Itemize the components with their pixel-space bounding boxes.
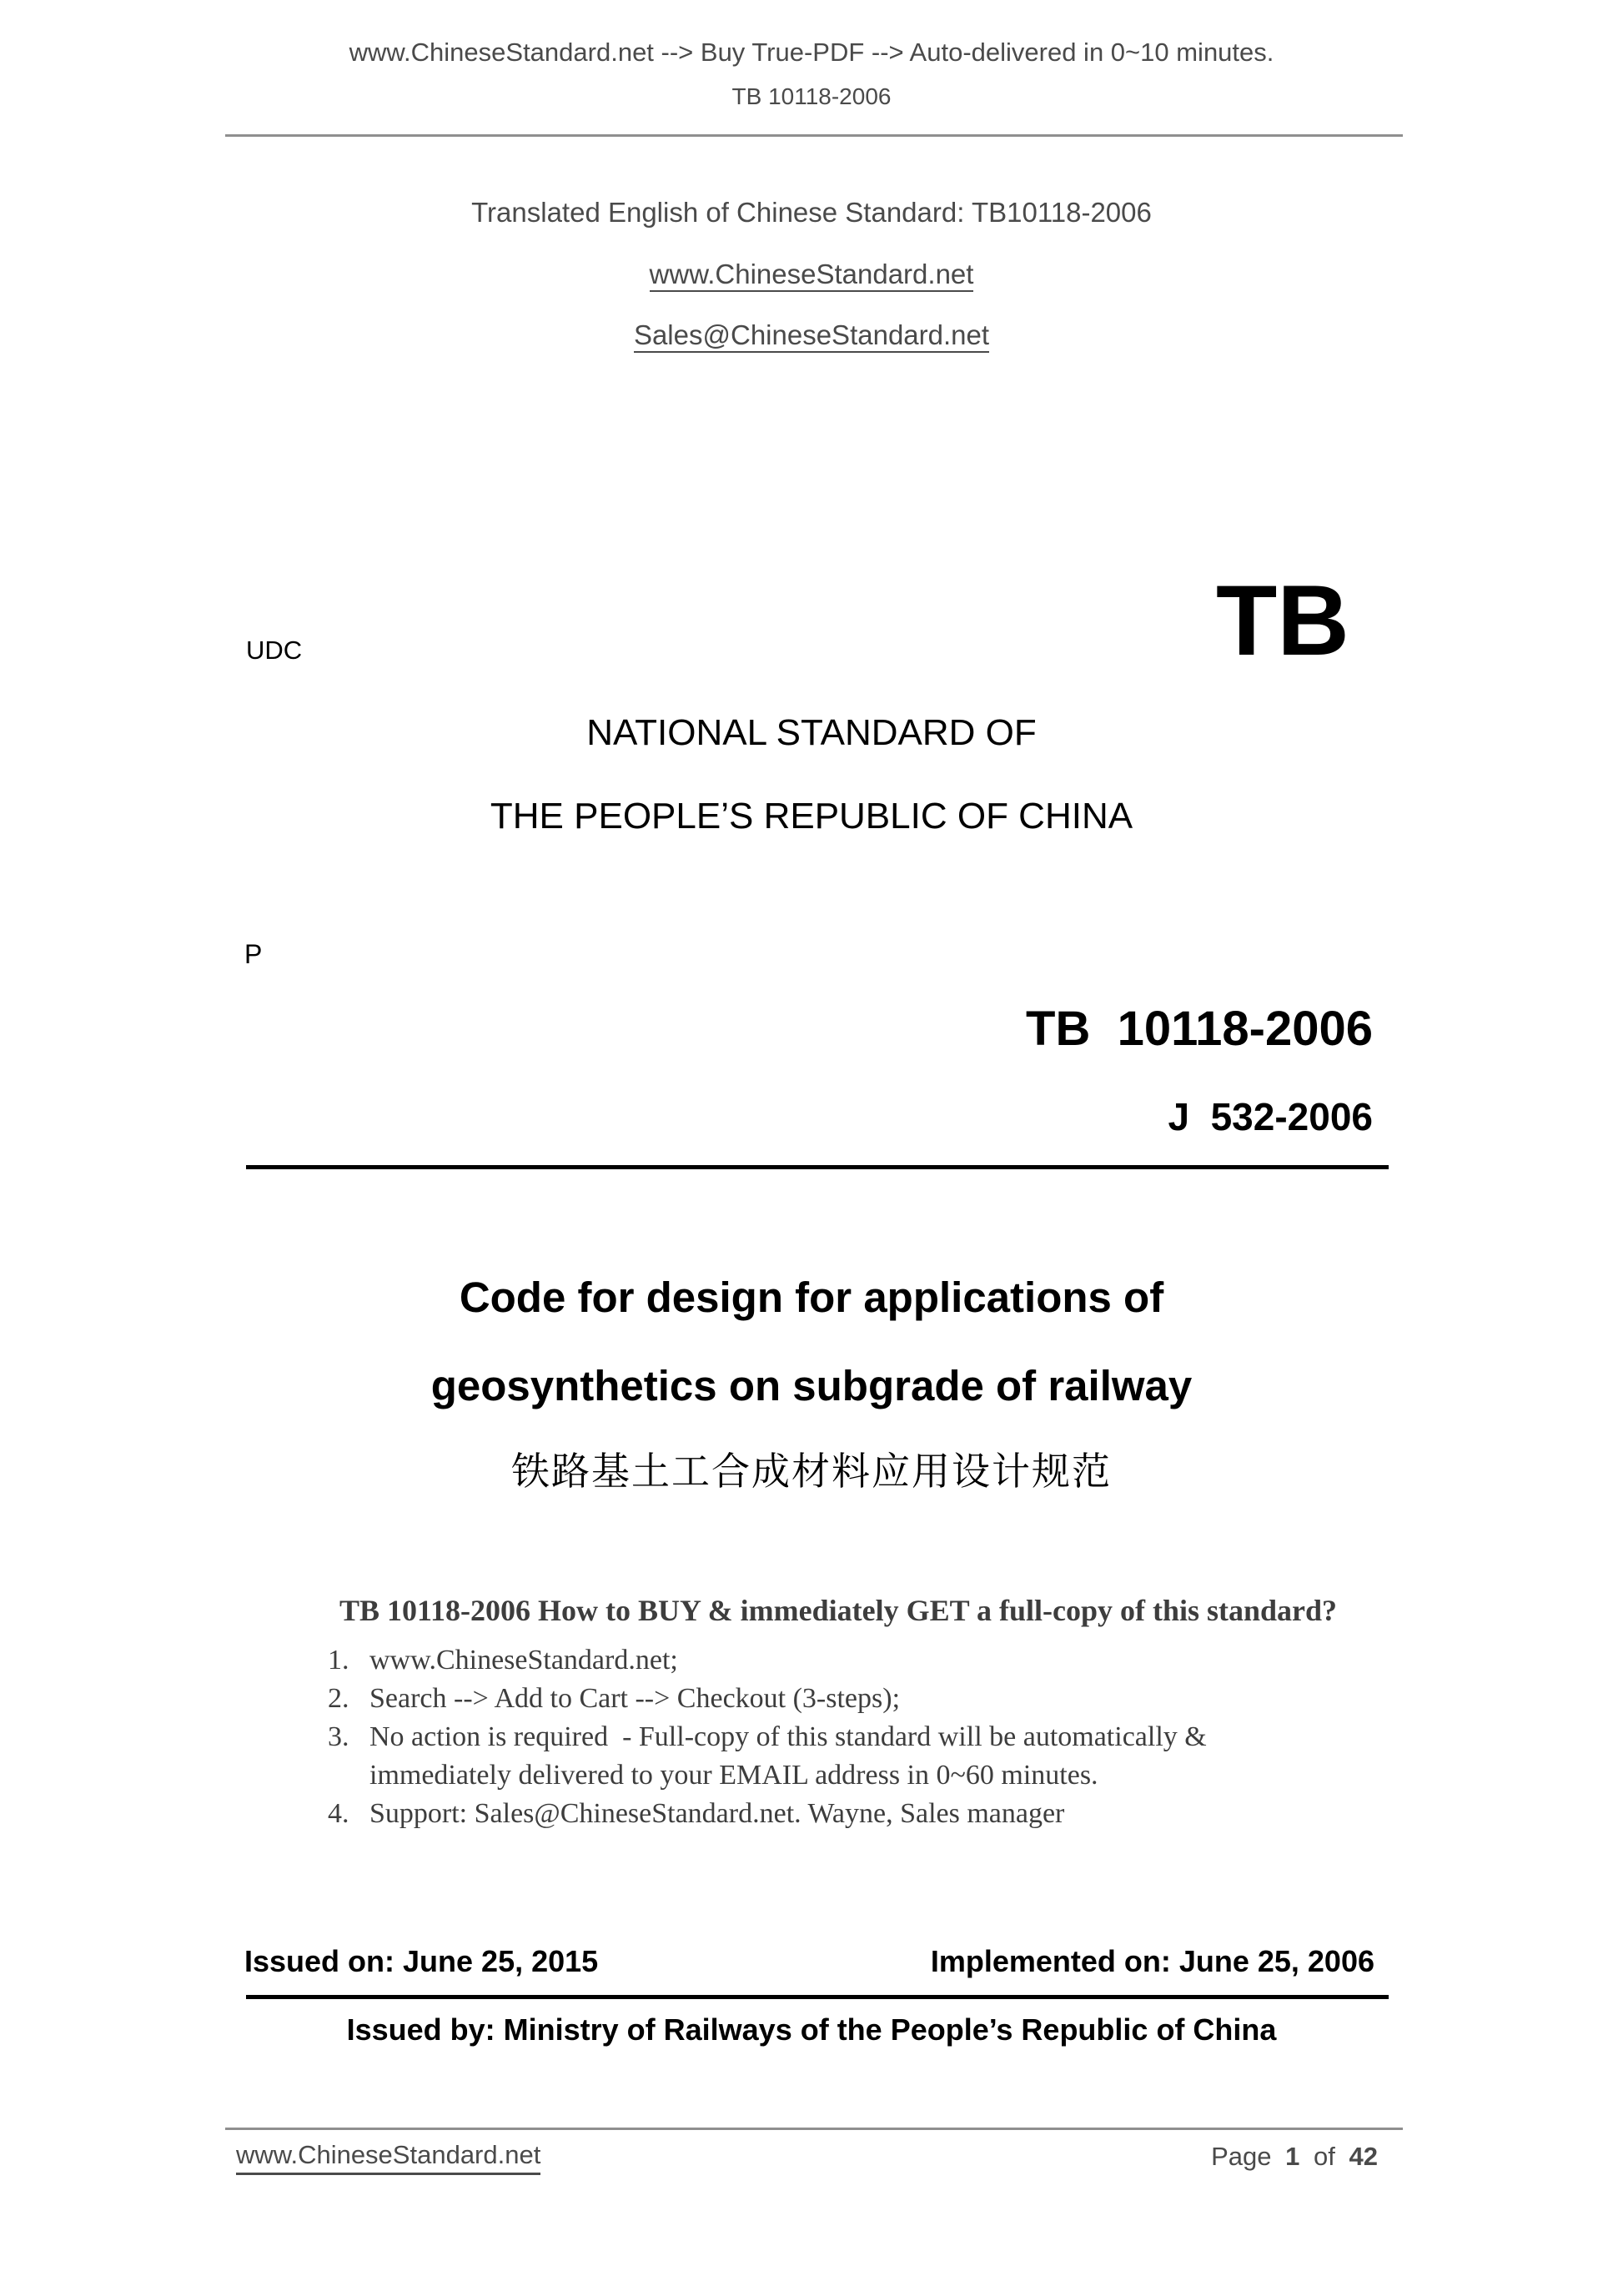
list-item-text: Support: Sales@ChineseStandard.net. Wayne, Sales manager: [369, 1798, 1065, 1829]
header-tagline: www.ChineseStandard.net --> Buy True-PDF --> Auto-delivered in 0~10 minutes.: [349, 38, 1274, 67]
header-standard-number: TB 10118-2006: [731, 83, 892, 109]
list-item-number: 2.: [328, 1683, 349, 1714]
list-item-text: Search --> Add to Cart --> Checkout (3-steps);: [369, 1683, 901, 1714]
title-english-line1: Code for design for applications of: [459, 1274, 1164, 1321]
translated-note: Translated English of Chinese Standard: TB10118-2006: [471, 197, 1152, 228]
page-current: 1: [1285, 2142, 1300, 2171]
agency-code: TB: [1216, 565, 1349, 676]
list-item: [328, 1795, 1379, 1833]
howto-heading: TB 10118-2006 How to BUY & immediately GET a full-copy of this standard?: [339, 1594, 1338, 1627]
standard-j-code: J 532-2006: [1168, 1095, 1373, 1138]
page-of-label: of: [1314, 2142, 1335, 2171]
list-item-number: 1.: [328, 1645, 349, 1676]
udc-label: UDC: [246, 636, 303, 665]
list-item-text: No action is required - Full-copy of this standard will be automatically & immediately delivered to your EMAIL address in 0~60 minutes.: [369, 1721, 1214, 1791]
issuance-divider: [246, 1995, 1389, 1999]
list-item-number: 4.: [328, 1798, 349, 1829]
howto-list: [328, 1641, 1379, 1833]
national-standard-line1: NATIONAL STANDARD OF: [586, 712, 1037, 753]
issued-on: Issued on: June 25, 2015: [244, 1944, 599, 1978]
issued-by: Issued by: Ministry of Railways of the People’s Republic of China: [346, 2012, 1277, 2047]
list-item: [328, 1680, 1379, 1718]
title-chinese: 铁路基土工合成材料应用设计规范: [511, 1450, 1112, 1493]
list-item-text: www.ChineseStandard.net;: [369, 1645, 678, 1676]
p-mark: P: [244, 939, 263, 969]
footer-website-link[interactable]: www.ChineseStandard.net: [236, 2140, 540, 2175]
title-divider: [246, 1165, 1389, 1169]
standard-code: TB 10118-2006: [1026, 1002, 1373, 1056]
website-link[interactable]: www.ChineseStandard.net: [650, 259, 974, 292]
email-link[interactable]: Sales@ChineseStandard.net: [634, 319, 989, 353]
national-standard-line2: THE PEOPLE’S REPUBLIC OF CHINA: [490, 796, 1133, 837]
page-total: 42: [1349, 2142, 1378, 2171]
intro-website-row: [0, 259, 1623, 290]
page-label: Page: [1211, 2142, 1272, 2171]
list-item-number: 3.: [328, 1721, 349, 1752]
footer-divider: [225, 2128, 1403, 2130]
page-indicator: [1211, 2142, 1378, 2172]
title-english-line2: geosynthetics on subgrade of railway: [430, 1362, 1193, 1409]
list-item: [328, 1718, 1379, 1795]
header-divider: [225, 134, 1403, 137]
implemented-on: Implemented on: June 25, 2006: [930, 1944, 1374, 1978]
list-item: [328, 1641, 1379, 1680]
howto-section: [328, 1591, 1379, 1833]
intro-email-row: [0, 319, 1623, 351]
